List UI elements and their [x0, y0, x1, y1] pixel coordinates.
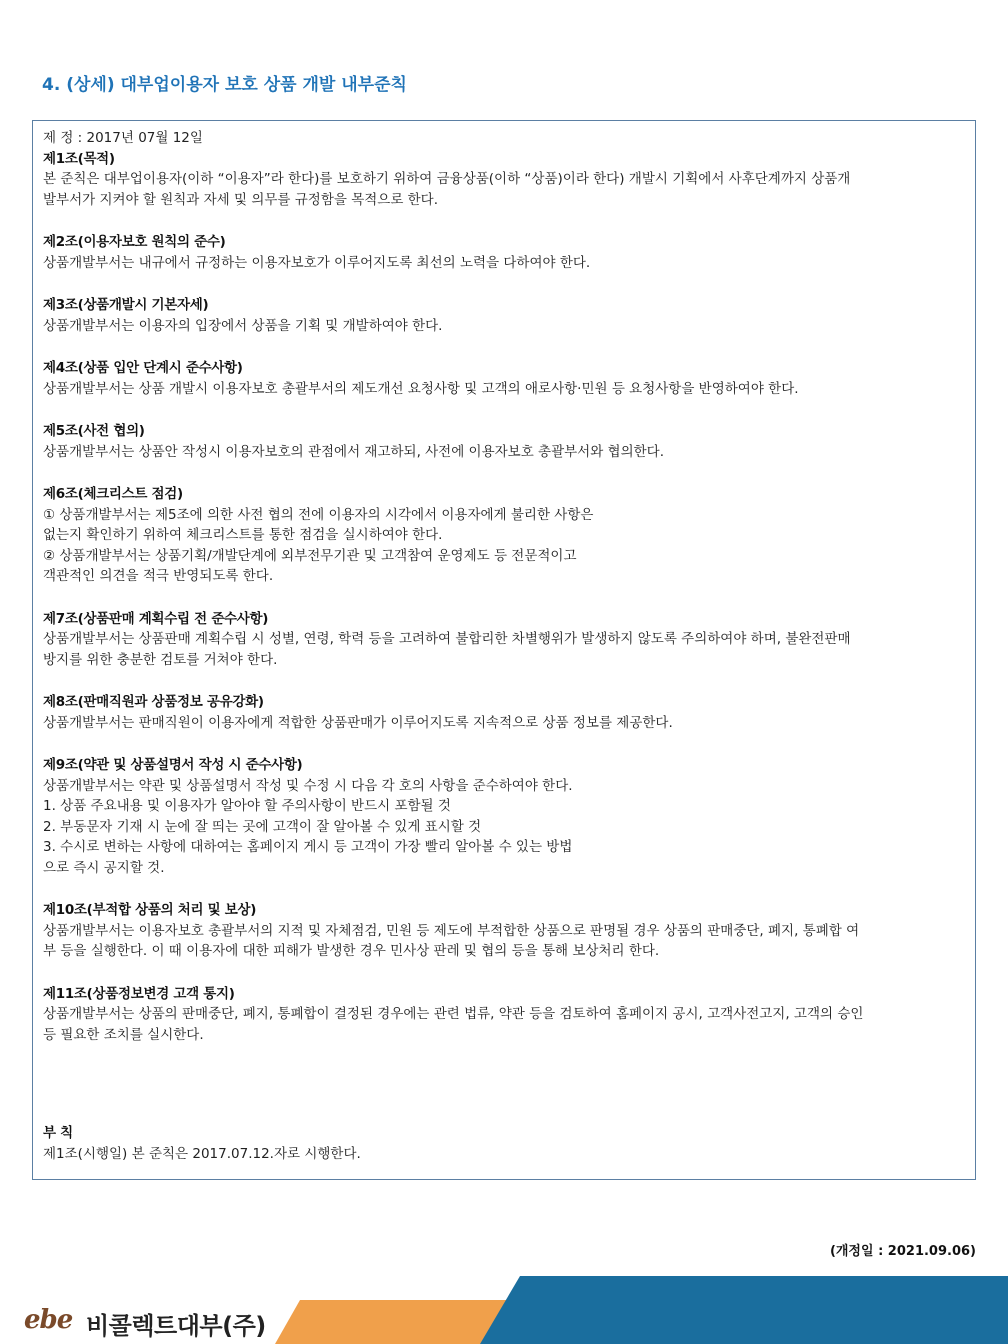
articles-list [43, 149, 965, 1046]
page-title: 4. (상세) 대부업이용자 보호 상품 개발 내부준칙 [42, 75, 407, 95]
enactment-date: 제 정 : 2017년 07월 12일 [43, 130, 203, 146]
article-text-line: 상품개발부서는 상품 개발시 이용자보호 총괄부서의 제도개선 요청사항 및 고객의 애로사항·민원 등 요청사항을 반영하여야 한다. [43, 380, 799, 397]
supplementary-text: 제1조(시행일) 본 준칙은 2017.07.12.자로 시행한다. [43, 1145, 361, 1162]
article-8 [43, 692, 965, 733]
article-text-line: 상품개발부서는 이용자의 입장에서 상품을 기획 및 개발하여야 한다. [43, 317, 443, 334]
supplementary-title: 부 칙 [43, 1125, 73, 1141]
article-title: 제4조(상품 입안 단계시 준수사항) [43, 360, 243, 376]
article-5 [43, 421, 965, 462]
article-text-line: ② 상품개발부서는 상품기획/개발단계에 외부전무기관 및 고객참여 운영제도 등 전문적이고 [43, 547, 577, 564]
revision-date: (개정일 : 2021.09.06) [829, 1244, 976, 1259]
article-title: 제6조(체크리스트 점검) [43, 486, 183, 502]
article-9 [43, 755, 965, 878]
article-text-line: 객관적인 의견을 적극 반영되도록 한다. [43, 568, 274, 584]
article-text-line: 부 등을 실행한다. 이 때 이용자에 대한 피해가 발생한 경우 민사상 판레 및 협의 등을 통해 보상처리 한다. [43, 943, 660, 959]
article-4 [43, 358, 965, 399]
article-title: 제11조(상품정보변경 고객 통지) [43, 985, 235, 1002]
article-11 [43, 984, 965, 1046]
article-text-line: 발부서가 지켜야 할 원칙과 자세 및 의무를 규정함을 목적으로 한다. [43, 191, 439, 208]
rules-document-box [32, 120, 976, 1180]
article-text-line: 상품개발부서는 약관 및 상품설명서 작성 및 수정 시 다음 각 호의 사항을 준수하여야 한다. [43, 777, 573, 794]
article-text-line: 상품개발부서는 상품의 판매중단, 폐지, 통폐합이 결정된 경우에는 관련 법류, 약관 등을 검토하여 홈페이지 공시, 고객사전고지, 고객의 승인 [43, 1006, 864, 1022]
article-title: 제8조(판매직원과 상품정보 공유강화) [43, 694, 264, 710]
article-text-line: 상품개발부서는 판매직원이 이용자에게 적합한 상품판매가 이루어지도록 지속적으로 상품 정보를 제공한다. [43, 714, 673, 731]
article-title: 제7조(상품판매 계획수립 전 준수사항) [43, 610, 269, 627]
article-title: 제5조(사전 협의) [43, 423, 145, 439]
supplementary-provisions [43, 1123, 965, 1164]
article-6 [43, 484, 965, 587]
article-text-line: 상품개발부서는 이용자보호 총괄부서의 지적 및 자체점검, 민원 등 제도에 부적합한 상품으로 판명될 경우 상품의 판매중단, 폐지, 통폐합 여 [43, 922, 860, 939]
article-text-line: 상품개발부서는 상품안 작성시 이용자보호의 관점에서 재고하되, 사전에 이용자보호 총괄부서와 협의한다. [43, 443, 665, 460]
article-text-line: 상품개발부서는 상품판매 계획수립 시 성별, 연령, 학력 등을 고려하여 불합리한 차별행위가 발생하지 않도록 주의하여야 하며, 불완전판매 [43, 631, 851, 647]
article-2 [43, 232, 965, 273]
article-7 [43, 609, 965, 671]
article-title: 제9조(약관 및 상품설명서 작성 시 준수사항) [43, 757, 303, 773]
article-text-line: 본 준칙은 대부업이용자(이하 “이용자”라 한다)를 보호하기 위하여 금융상품(이하 “상품)이라 한다) 개발시 기획에서 사후단계까지 상품개 [43, 171, 851, 187]
article-text-line: 없는지 확인하기 위하여 체크리스트를 통한 점검을 실시하여야 한다. [43, 527, 443, 543]
article-title: 제1조(목적) [43, 150, 115, 167]
article-text-line: 등 필요한 조치를 실시한다. [43, 1026, 204, 1043]
article-1 [43, 149, 965, 211]
article-3 [43, 295, 965, 336]
article-text-line: ① 상품개발부서는 제5조에 의한 사전 협의 전에 이용자의 시각에서 이용자에게 불리한 사항은 [43, 506, 594, 523]
article-text-line: 1. 상품 주요내용 및 이용자가 알아야 할 주의사항이 반드시 포함될 것 [43, 798, 451, 814]
article-title: 제10조(부적합 상품의 처리 및 보상) [43, 902, 257, 918]
footer-blue-band [480, 1276, 1008, 1344]
article-text-line: 2. 부동문자 기재 시 눈에 잘 띄는 곳에 고객이 잘 알아볼 수 있게 표시할 것 [43, 818, 482, 835]
article-title: 제3조(상품개발시 기본자세) [43, 297, 209, 313]
company-name: 비콜렉트대부(주) [86, 1312, 266, 1340]
article-text-line: 상품개발부서는 내규에서 규정하는 이용자보호가 이루어지도록 최선의 노력을 다하여야 한다. [43, 254, 591, 271]
article-title: 제2조(이용자보호 원칙의 준수) [43, 234, 226, 250]
article-text-line: 으로 즉시 공지할 것. [43, 859, 165, 876]
article-text-line: 3. 수시로 변하는 사항에 대하여는 홈페이지 게시 등 고객이 가장 빨리 알아볼 수 있는 방법 [43, 839, 573, 855]
article-10 [43, 900, 965, 962]
company-logo: ebe [24, 1305, 73, 1335]
article-text-line: 방지를 위한 충분한 검토를 거쳐야 한다. [43, 651, 278, 668]
